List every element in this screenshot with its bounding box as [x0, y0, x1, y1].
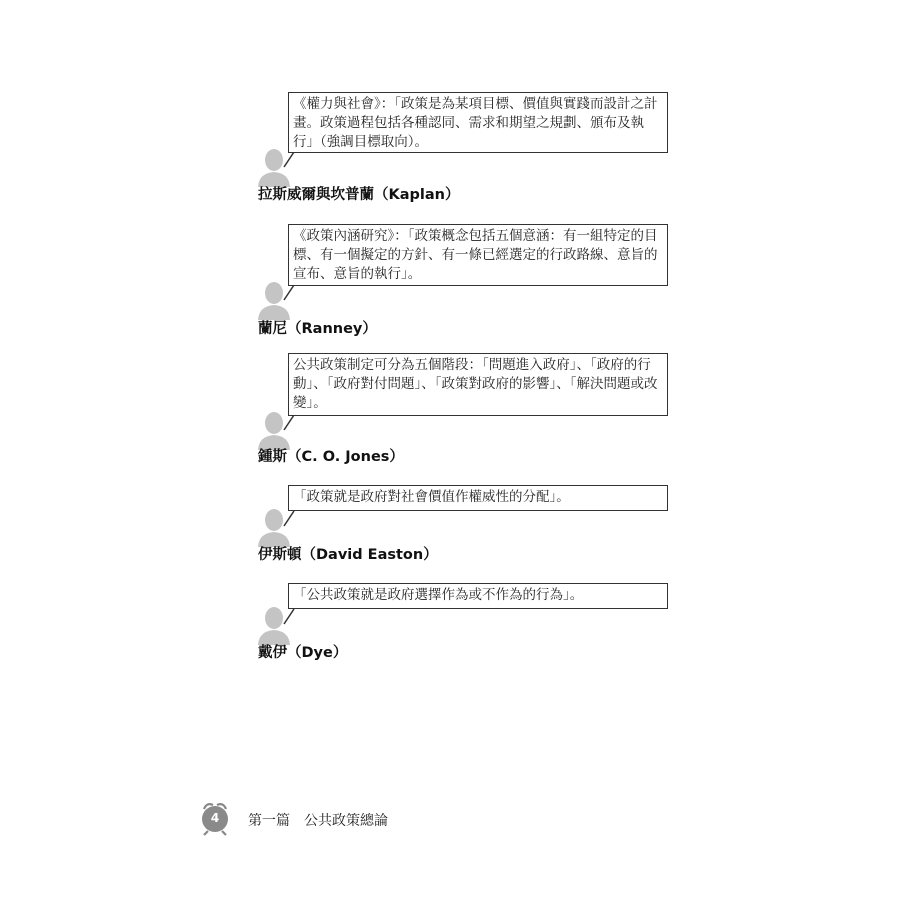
- quote-entry: [248, 92, 688, 207]
- quote-bubble: 公共政策制定可分為五個階段：「問題進入政府」、「政府的行動」、「政府對付問題」、「政策對政府的影響」、「解決問題或改變」。: [288, 353, 668, 416]
- page-footer: [198, 800, 498, 836]
- author-name: 拉斯威爾與坎普蘭（Kaplan）: [258, 187, 460, 203]
- page-number: 4: [210, 811, 220, 825]
- quote-bubble: 《權力與社會》：「政策是為某項目標、價值與實踐而設計之計畫。政策過程包括各種認同、需求和期望之規劃、頒布及執行」（強調目標取向）。: [288, 92, 668, 153]
- quote-entry: [248, 485, 688, 565]
- quote-entry: [248, 583, 688, 663]
- quote-bubble: 「政策就是政府對社會價值作權威性的分配」。: [288, 485, 668, 511]
- quote-bubble: 《政策內涵研究》：「政策概念包括五個意涵：有一組特定的目標、有一個擬定的方針、有一條已經選定的行政路線、意旨的宣布、意旨的執行」。: [288, 224, 668, 286]
- author-name: 伊斯頓（David Easton）: [258, 547, 438, 563]
- author-name: 蘭尼（Ranney）: [258, 321, 377, 337]
- person-silhouette-icon: [256, 410, 292, 450]
- person-silhouette-icon: [256, 280, 292, 320]
- author-name: 戴伊（Dye）: [258, 645, 348, 661]
- person-silhouette-icon: [256, 147, 292, 187]
- chapter-title: 第一篇 公共政策總論: [248, 813, 388, 829]
- author-name: 鍾斯（C. O. Jones）: [258, 449, 404, 465]
- quote-entry: [248, 224, 688, 339]
- person-silhouette-icon: [256, 605, 292, 645]
- quote-bubble: 「公共政策就是政府選擇作為或不作為的行為」。: [288, 583, 668, 609]
- quote-entry: [248, 353, 688, 468]
- person-silhouette-icon: [256, 507, 292, 547]
